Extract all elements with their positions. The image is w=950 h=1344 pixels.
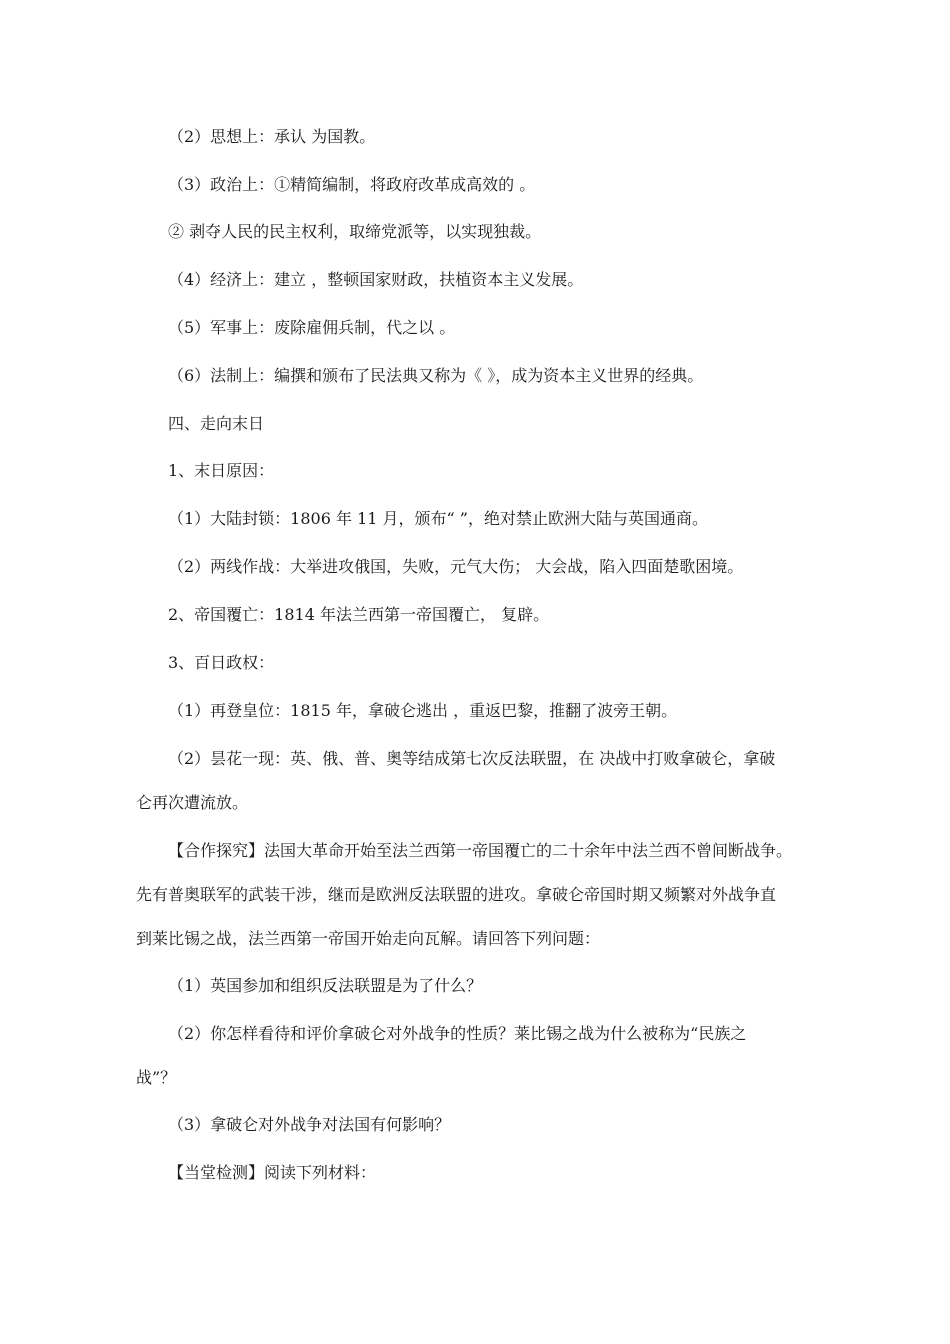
text-line-economy: （4）经济上：建立 ，整顿国家财政，扶植资本主义发展。 — [168, 270, 584, 289]
subheading-empire-fall: 2、帝国覆亡：1814 年法兰西第一帝国覆亡， 复辟。 — [168, 605, 550, 624]
section-heading-decline: 四、走向末日 — [168, 414, 265, 433]
text-line-cooperation-3: 到莱比锡之战，法兰西第一帝国开始走向瓦解。请回答下列问题： — [136, 929, 601, 948]
text-line-return: （1）再登皇位：1815 年，拿破仑逃出 ，重返巴黎，推翻了波旁王朝。 — [168, 701, 678, 720]
text-line-class-test: 【当堂检测】阅读下列材料： — [168, 1163, 377, 1182]
subheading-causes: 1、末日原因： — [168, 461, 275, 480]
text-line-waterloo: （2）昙花一现：英、俄、普、奥等结成第七次反法联盟，在 决战中打败拿破仑，拿破 — [168, 749, 776, 768]
question-2: （2）你怎样看待和评价拿破仑对外战争的性质？莱比锡之战为什么被称为“民族之 — [168, 1024, 747, 1043]
question-3: （3）拿破仑对外战争对法国有何影响？ — [168, 1115, 451, 1134]
text-line-waterloo-cont: 仑再次遭流放。 — [136, 793, 249, 812]
text-line-two-fronts: （2）两线作战：大举进攻俄国，失败，元气大伤； 大会战，陷入四面楚歌困境。 — [168, 557, 744, 576]
subheading-hundred-days: 3、百日政权： — [168, 653, 275, 672]
text-line-cooperation: 【合作探究】法国大革命开始至法兰西第一帝国覆亡的二十余年中法兰西不曾间断战争。 — [168, 841, 793, 860]
text-line-politics-2: ② 剥夺人民的民主权利，取缔党派等，以实现独裁。 — [168, 222, 542, 241]
text-line-cooperation-2: 先有普奥联军的武装干涉，继而是欧洲反法联盟的进攻。拿破仑帝国时期又频繁对外战争直 — [136, 885, 777, 904]
text-line-law: （6）法制上：编撰和颁布了民法典又称为《 》，成为资本主义世界的经典。 — [168, 366, 704, 385]
question-2-cont: 战”？ — [136, 1068, 177, 1087]
text-line-blockade: （1）大陆封锁：1806 年 11 月，颁布“ ”，绝对禁止欧洲大陆与英国通商。 — [168, 509, 708, 528]
text-line-thought: （2）思想上：承认 为国教。 — [168, 127, 376, 146]
question-1: （1）英国参加和组织反法联盟是为了什么？ — [168, 976, 483, 995]
text-line-military: （5）军事上：废除雇佣兵制，代之以 。 — [168, 318, 456, 337]
text-line-politics: （3）政治上：①精简编制，将政府改革成高效的 。 — [168, 175, 536, 194]
